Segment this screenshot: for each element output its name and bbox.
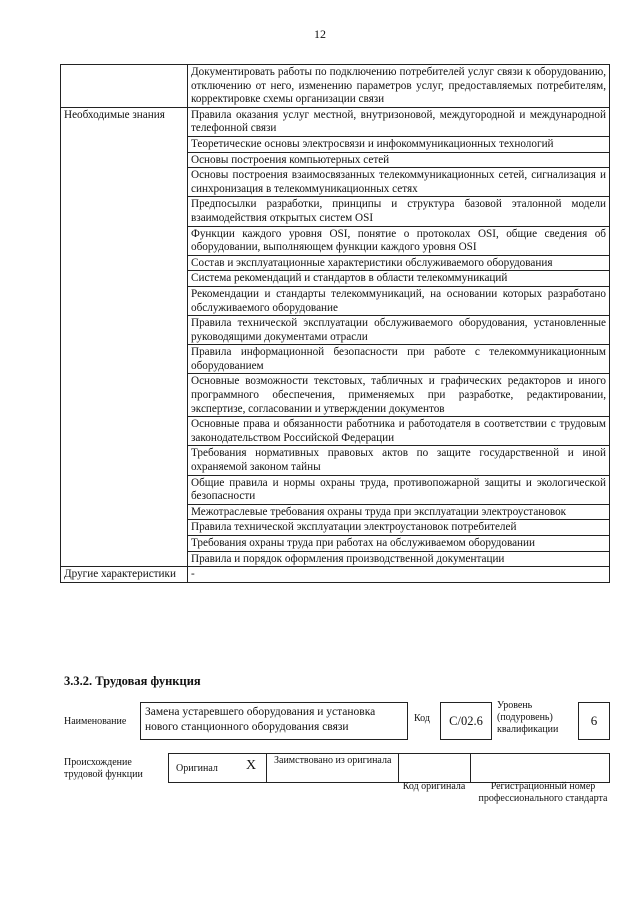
table-row xyxy=(61,65,610,108)
row-text: Основы построения взаимосвязанных телекоммуникационных сетей, сигнализация и синхронизация в телекоммуникационных сетях xyxy=(188,168,610,197)
row-text: Требования охраны труда при работах на обслуживаемом оборудовании xyxy=(188,536,610,552)
row-label: Другие характеристики xyxy=(61,567,188,583)
code-value-box: C/02.6 xyxy=(440,702,492,740)
page-number: 12 xyxy=(314,27,326,41)
row-text: Правила технической эксплуатации обслуживаемого оборудования, установленные руководящими документами отрасли xyxy=(188,316,610,345)
knowledge-table xyxy=(60,64,610,583)
row-label: Необходимые знания xyxy=(61,107,188,566)
row-text: Функции каждого уровня OSI, понятие о протоколах OSI, общие сведения об оборудовании, выполняющем функции каждого уровня OSI xyxy=(188,226,610,255)
qualification-level-box: 6 xyxy=(578,702,610,740)
table-row xyxy=(61,107,610,136)
knowledge-table-body xyxy=(61,65,610,583)
origin-label: Происхождение трудовой функции xyxy=(64,757,143,780)
original-label: Оригинал xyxy=(176,763,218,774)
row-label xyxy=(61,65,188,108)
table-row xyxy=(61,567,610,583)
row-text: Правила технической эксплуатации электроустановок потребителей xyxy=(188,520,610,536)
row-text: Требования нормативных правовых актов по защите государственной и иной охраняемой законом тайны xyxy=(188,446,610,475)
name-label: Наименование xyxy=(64,716,127,727)
row-text: Правила и порядок оформления производственной документации xyxy=(188,551,610,567)
origin-cell-reg xyxy=(470,754,610,782)
section-heading: 3.3.2. Трудовая функция xyxy=(64,674,201,688)
row-text: Основные возможности текстовых, табличных и графических редакторов и иного программного обеспечения, применяемых при разработке, редактировании, экспертизе, согласовании и утверждении документов xyxy=(188,374,610,417)
code-label: Код xyxy=(414,713,430,724)
row-text: Документировать работы по подключению потребителей услуг связи к оборудованию, отключению от него, изменению параметров услуг, предоставляемых потребителям, корректировке схемы организации связи xyxy=(188,65,610,108)
origin-cell-code xyxy=(398,754,470,782)
row-text: Основные права и обязанности работника и работодателя в соответствии с трудовым законодательством Российской Федерации xyxy=(188,417,610,446)
row-text: Система рекомендаций и стандартов в области телекоммуникаций xyxy=(188,271,610,287)
qualification-level-label: Уровень (подуровень) квалификации xyxy=(497,700,559,735)
row-text: Рекомендации и стандарты телекоммуникаций, на основании которых разработано обслуживаемого оборудование xyxy=(188,286,610,315)
name-value-box: Замена устаревшего оборудования и установка нового станционного оборудования связи xyxy=(140,702,408,740)
original-mark: X xyxy=(246,758,257,773)
row-text: Правила оказания услуг местной, внутризоновой, междугородной и международной телефонной связи xyxy=(188,107,610,136)
row-text: Общие правила и нормы охраны труда, противопожарной защиты и экологической безопасности xyxy=(188,475,610,504)
row-text: Предпосылки разработки, принципы и структура базовой эталонной модели взаимодействия открытых систем OSI xyxy=(188,197,610,226)
row-text: Состав и эксплуатационные характеристики обслуживаемого оборудования xyxy=(188,255,610,271)
row-text: Межотраслевые требования охраны труда при эксплуатации электроустановок xyxy=(188,504,610,520)
row-text: Основы построения компьютерных сетей xyxy=(188,152,610,168)
row-text: Правила информационной безопасности при работе с телекоммуникационным оборудованием xyxy=(188,345,610,374)
row-text: - xyxy=(188,567,610,583)
row-text: Теоретические основы электросвязи и инфокоммуникационных технологий xyxy=(188,136,610,152)
borrowed-label: Заимствовано из оригинала xyxy=(274,755,392,766)
registration-number-caption: Регистрационный номер профессионального стандарта xyxy=(478,781,608,804)
original-code-caption: Код оригинала xyxy=(402,781,466,792)
